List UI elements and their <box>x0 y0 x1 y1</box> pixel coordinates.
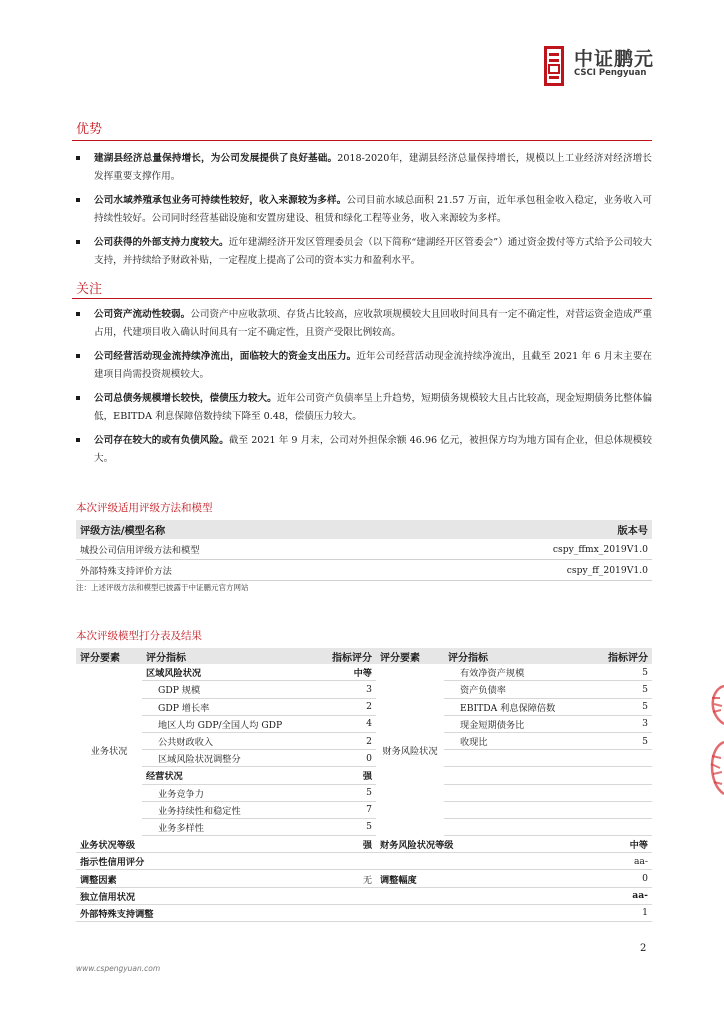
method-version: cspy_ff_2019V1.0 <box>394 560 652 581</box>
column-header: 指标评分 <box>576 648 652 664</box>
indicator-score: 3 <box>302 681 376 698</box>
indicator-label: 业务竞争力 <box>142 784 302 801</box>
score-table <box>76 648 652 922</box>
table-row <box>76 818 652 835</box>
methods-table <box>76 520 652 581</box>
list-item <box>76 390 652 426</box>
summary-label: 财务风险状况等级 <box>376 836 576 853</box>
indicator-score: 5 <box>576 664 652 681</box>
indicator-label: 区域风险状况调整分 <box>142 750 302 767</box>
advantages-title: 优势 <box>76 122 103 137</box>
bullet-text: 近年公司经营活动现金流持续净流出，且截至 2021 年 6 月末主要在建项目尚需投资规模较大。 <box>94 351 653 380</box>
table-row <box>76 767 652 784</box>
empty-cell <box>576 818 652 835</box>
indicator-label: 区域风险状况 <box>142 664 302 681</box>
summary-value: 强 <box>302 836 376 853</box>
summary-row <box>76 870 652 887</box>
summary-value: 无 <box>302 870 376 887</box>
bullet-heading: 建湖县经济总量保持增长，为公司发展提供了良好基础。 <box>94 153 338 164</box>
bullet-icon <box>76 354 80 358</box>
column-header: 评分指标 <box>142 648 302 664</box>
logo-english-name: CSCI Pengyuan <box>574 68 647 78</box>
summary-value: aa- <box>576 887 652 904</box>
bullet-heading: 公司总债务规模增长较快，偿债压力较大。 <box>94 393 277 404</box>
indicator-label: 现金短期债务比 <box>444 715 576 732</box>
indicator-score: 5 <box>302 818 376 835</box>
bullet-text: 近年公司资产负债率呈上升趋势，短期债务规模较大且占比较高，现金短期债务比整体偏低，EBITDA 利息保障倍数持续下降至 0.48，偿债压力较大。 <box>94 393 653 422</box>
bullet-heading: 公司获得的外部支持力度较大。 <box>94 237 229 248</box>
bullet-heading: 公司存在较大的或有负债风险。 <box>94 435 229 446</box>
indicator-label: 业务持续性和稳定性 <box>142 801 302 818</box>
bullet-icon <box>76 312 80 316</box>
empty-cell <box>576 750 652 767</box>
indicator-label: GDP 增长率 <box>142 698 302 715</box>
list-item <box>76 234 652 270</box>
empty-cell <box>444 801 576 818</box>
company-logo-icon <box>542 44 566 88</box>
column-header: 评级方法/模型名称 <box>76 520 394 539</box>
list-item <box>76 432 652 468</box>
table-header-row <box>76 520 652 539</box>
methods-caption: 本次评级适用评级方法和模型 <box>76 502 213 514</box>
indicator-label: 经营状况 <box>142 767 302 784</box>
indicator-score: 4 <box>302 715 376 732</box>
table-row <box>76 732 652 749</box>
concerns-divider <box>72 298 652 299</box>
indicator-score: 2 <box>302 732 376 749</box>
indicator-score: 7 <box>302 801 376 818</box>
table-row <box>76 750 652 767</box>
factor-business: 业务状况 <box>90 745 128 757</box>
bullet-icon <box>76 396 80 400</box>
bullet-icon <box>76 156 80 160</box>
methods-note: 注：上述评级方法和模型已披露于中证鹏元官方网站 <box>76 583 249 592</box>
indicator-score: 中等 <box>302 664 376 681</box>
indicator-label: 资产负债率 <box>444 681 576 698</box>
factor-financial: 财务风险状况 <box>382 745 438 757</box>
summary-row <box>76 904 652 921</box>
summary-value: 中等 <box>576 836 652 853</box>
summary-label: 独立信用状况 <box>76 887 576 904</box>
table-row <box>76 681 652 698</box>
indicator-score: 强 <box>302 767 376 784</box>
list-item <box>76 348 652 384</box>
table-row <box>76 715 652 732</box>
bullet-heading: 公司资产流动性较弱。 <box>94 309 191 320</box>
table-row <box>76 539 652 560</box>
summary-value: 0 <box>576 870 652 887</box>
list-item <box>76 192 652 228</box>
table-row <box>76 801 652 818</box>
advantages-divider <box>72 140 652 141</box>
summary-label: 外部特殊支持调整 <box>76 904 576 921</box>
bullet-text: 公司目前水域总面积 21.57 万亩，近年承包租金收入稳定，业务收入可持续性较好。公司同时经营基础设施和安置房建设、租赁和绿化工程等业务，收入来源较为多样。 <box>94 195 652 224</box>
bullet-text: 2018-2020年，建湖县经济总量保持增长，规模以上工业经济对经济增长发挥重要支撑作用。 <box>94 153 652 182</box>
column-header: 版本号 <box>394 520 652 539</box>
indicator-label: 地区人均 GDP/全国人均 GDP <box>142 715 302 732</box>
method-version: cspy_ffmx_2019V1.0 <box>394 539 652 560</box>
concerns-list <box>76 306 652 474</box>
summary-row <box>76 853 652 870</box>
summary-value: 1 <box>576 904 652 921</box>
indicator-score: 5 <box>576 698 652 715</box>
table-row <box>76 698 652 715</box>
table-row <box>76 784 652 801</box>
bullet-text: 公司资产中应收款项、存货占比较高，应收款项规模较大且回收时间具有一定不确定性，对营运资金造成严重占用，代建项目收入确认时间具有一定不确定性，且资产受限比例较高。 <box>94 309 653 338</box>
indicator-label: 收现比 <box>444 732 576 749</box>
empty-cell <box>444 767 576 784</box>
empty-cell <box>576 801 652 818</box>
column-header: 评分要素 <box>76 648 142 664</box>
summary-label: 调整幅度 <box>376 870 576 887</box>
list-item <box>76 150 652 186</box>
bullet-icon <box>76 198 80 202</box>
bullet-icon <box>76 240 80 244</box>
bullet-text: 截至 2021 年 9 月末，公司对外担保余额 46.96 亿元，被担保方均为地方国有企业，但总体规模较大。 <box>94 435 653 464</box>
empty-cell <box>444 818 576 835</box>
list-item <box>76 306 652 342</box>
indicator-label: GDP 规模 <box>142 681 302 698</box>
bullet-heading: 公司水域养殖承包业务可持续性较好，收入来源较为多样。 <box>94 195 347 206</box>
bullet-text: 近年建湖经济开发区管理委员会（以下简称“建湖经开区管委会”）通过资金拨付等方式给予公司较大支持，并持续给予财政补贴，一定程度上提高了公司的资本实力和盈利水平。 <box>94 237 652 266</box>
seal-stamp-icon <box>706 684 724 804</box>
summary-label: 指示性信用评分 <box>76 853 576 870</box>
empty-cell <box>576 767 652 784</box>
page-number: 2 <box>640 943 647 954</box>
indicator-score: 5 <box>302 784 376 801</box>
indicator-label: EBITDA 利息保障倍数 <box>444 698 576 715</box>
indicator-score: 5 <box>576 681 652 698</box>
indicator-score: 5 <box>576 732 652 749</box>
summary-label: 调整因素 <box>76 870 302 887</box>
summary-value: aa- <box>576 853 652 870</box>
footer-url: www.cspengyuan.com <box>76 964 161 973</box>
empty-cell <box>444 784 576 801</box>
advantages-list <box>76 150 652 276</box>
summary-row <box>76 887 652 904</box>
column-header: 评分指标 <box>444 648 576 664</box>
table-row <box>76 560 652 581</box>
summary-label: 业务状况等级 <box>76 836 302 853</box>
score-caption: 本次评级模型打分表及结果 <box>76 630 202 642</box>
logo-chinese-name: 中证鹏元 <box>574 48 655 70</box>
column-header: 指标评分 <box>302 648 376 664</box>
indicator-label: 业务多样性 <box>142 818 302 835</box>
indicator-score: 0 <box>302 750 376 767</box>
bullet-icon <box>76 438 80 442</box>
indicator-score: 2 <box>302 698 376 715</box>
column-header: 评分要素 <box>376 648 444 664</box>
indicator-score: 3 <box>576 715 652 732</box>
summary-row <box>76 836 652 853</box>
indicator-label: 公共财政收入 <box>142 732 302 749</box>
method-name: 外部特殊支持评价方法 <box>76 560 394 581</box>
empty-cell <box>444 750 576 767</box>
concerns-title: 关注 <box>76 282 103 297</box>
table-header-row <box>76 648 652 664</box>
indicator-label: 有效净资产规模 <box>444 664 576 681</box>
table-row <box>76 664 652 681</box>
bullet-heading: 公司经营活动现金流持续净流出，面临较大的资金支出压力。 <box>94 351 357 362</box>
empty-cell <box>576 784 652 801</box>
method-name: 城投公司信用评级方法和模型 <box>76 539 394 560</box>
